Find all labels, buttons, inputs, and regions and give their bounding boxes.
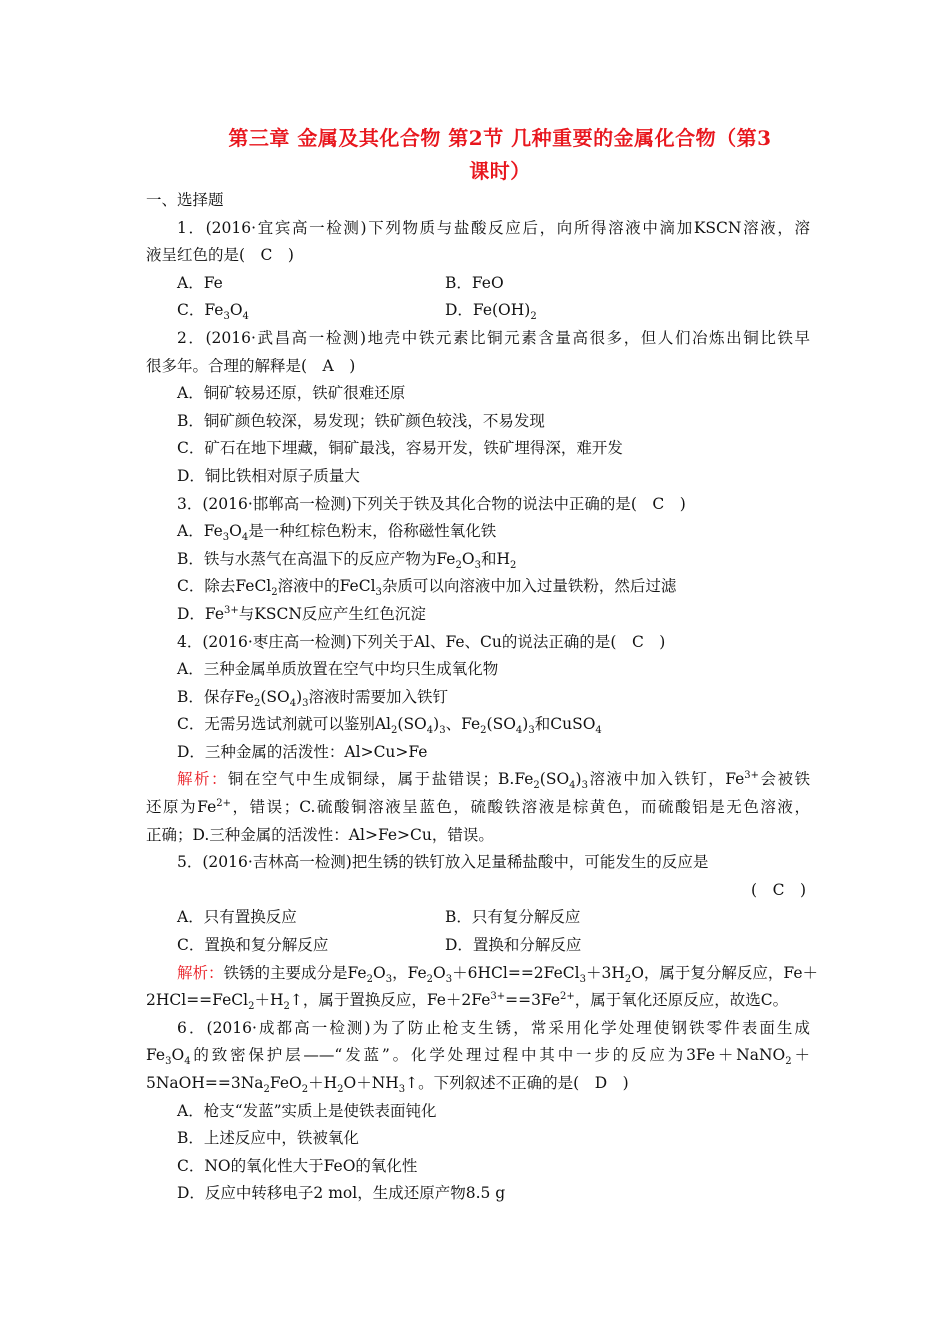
option-c: C．$Fe_3O_4$ bbox=[177, 301, 249, 323]
option-b: B．上述反应中，铁被氧化 bbox=[177, 1129, 359, 1148]
question-1-line-1: 1．(2016·宜宾高一检测)下列物质与盐酸反应后，向所得溶液中滴加KSCN溶液，溶 bbox=[177, 218, 810, 237]
section-heading: 一、选择题 bbox=[146, 191, 224, 209]
option-d: D．$Fe(OH)_2$ bbox=[445, 301, 537, 323]
option-c: C．无需另选试剂就可以鉴别$Al_2(SO_4)_3$、$Fe_2(SO_4)_3$和CuSO$_4$ bbox=[177, 715, 602, 737]
option-d: D．三种金属的活泼性：Al>Cu>Fe bbox=[177, 742, 428, 761]
option-d: D．铜比铁相对原子质量大 bbox=[177, 466, 360, 485]
question-2-line-2: 很多年。合理的解释是( A ) bbox=[146, 356, 356, 375]
option-c: C．矿石在地下埋藏，铜矿最浅，容易开发，铁矿埋得深，难开发 bbox=[177, 439, 623, 458]
option-a: A．枪支“发蓝”实质上是使铁表面钝化 bbox=[177, 1101, 437, 1120]
question-4-line-1: 4．(2016·枣庄高一检测)下列关于Al、Fe、Cu的说法正确的是( C ) bbox=[177, 632, 666, 651]
option-c: C．除去FeCl$_2$溶液中的FeCl$_3$杂质可以向溶液中加入过量铁粉，然后过滤 bbox=[177, 577, 677, 599]
option-d: D．置换和分解反应 bbox=[445, 936, 582, 955]
option-c: C．置换和复分解反应 bbox=[177, 936, 329, 955]
option-a: A．只有置换反应 bbox=[177, 908, 297, 927]
option-a: A．Fe bbox=[177, 273, 223, 292]
explanation-4-line-2: 还原为$Fe^{2+}$，错误；C.硫酸铜溶液呈蓝色，硫酸铁溶液是棕黄色，而硫酸铝是无色溶液， bbox=[146, 797, 810, 817]
option-a: A．三种金属单质放置在空气中均只生成氧化物 bbox=[177, 660, 499, 679]
explanation-5-line-2: $2HCl==FeCl_2+H_2↑$，属于置换反应，$Fe+2Fe^{3+}==3Fe^{2+}$，属于氧化还原反应，故选C。 bbox=[146, 991, 789, 1013]
title-line-2: 课时） bbox=[469, 159, 531, 183]
question-2-line-1: 2．(2016·武昌高一检测)地壳中铁元素比铜元素含量高很多，但人们冶炼出铜比铁早 bbox=[177, 328, 810, 347]
option-b: B．保存$Fe_2(SO_4)_3$溶液时需要加入铁钉 bbox=[177, 687, 449, 709]
explanation-label: 解析： bbox=[177, 963, 224, 982]
explanation-4-line-1: 解析：铜在空气中生成铜绿，属于盐错误；$B.Fe_2(SO_4)_3$溶液中加入铁钉，$Fe^{3+}$会被铁 bbox=[177, 770, 810, 792]
question-5-options-cd bbox=[146, 932, 810, 960]
option-a: A．$Fe_3O_4$是一种红棕色粉末，俗称磁性氧化铁 bbox=[177, 522, 497, 544]
option-c: C．NO的氧化性大于FeO的氧化性 bbox=[177, 1156, 418, 1175]
question-1-line-2: 液呈红色的是( C ) bbox=[146, 246, 294, 265]
document-title bbox=[140, 122, 860, 188]
option-b: B．只有复分解反应 bbox=[445, 908, 581, 927]
question-5-line-1: 5．(2016·吉林高一检测)把生锈的铁钉放入足量稀盐酸中，可能发生的反应是 bbox=[177, 853, 709, 872]
question-5-options-ab bbox=[146, 904, 810, 932]
explanation-label: 解析： bbox=[177, 770, 228, 789]
explanation-4-line-3: 正确；D.三种金属的活泼性：Al>Fe>Cu，错误。 bbox=[146, 825, 494, 844]
question-6-line-1: 6．(2016·成都高一检测)为了防止枪支生锈，常采用化学处理使钢铁零件表面生成 bbox=[177, 1018, 810, 1037]
option-a: A．铜矿较易还原，铁矿很难还原 bbox=[177, 384, 406, 403]
option-b: B．铜矿颜色较深，易发现；铁矿颜色较浅，不易发现 bbox=[177, 411, 545, 430]
question-1-options-ab bbox=[146, 270, 810, 298]
option-d: D．$Fe^{3+}$与KSCN反应产生红色沉淀 bbox=[177, 604, 426, 623]
document-body bbox=[146, 187, 819, 1208]
title-line-1: 第三章 金属及其化合物 第2节 几种重要的金属化合物（第3 bbox=[228, 126, 772, 150]
option-b: B．铁与水蒸气在高温下的反应产物为$Fe_2O_3$和$H_2$ bbox=[177, 549, 517, 571]
question-3-line-1: 3．(2016·邯郸高一检测)下列关于铁及其化合物的说法中正确的是( C ) bbox=[177, 494, 686, 513]
question-5-answer: ( C ) bbox=[751, 880, 806, 899]
question-6-line-2: $Fe_3O_4$的致密保护层——“发蓝”。化学处理过程中其中一步的反应为3Fe＋NaNO$_2$＋ bbox=[146, 1046, 810, 1068]
question-1-options-cd bbox=[146, 297, 810, 325]
explanation-5-line-1: 解析：铁锈的主要成分是$Fe_2O_3$，$Fe_2O_3+6HCl==2FeCl_3+3H_2O$，属于复分解反应，Fe＋ bbox=[177, 963, 819, 985]
question-6-line-3: $5NaOH==3Na_2FeO_2+H_2O+NH_3↑$。下列叙述不正确的是( D ) bbox=[146, 1074, 629, 1096]
option-b: B．FeO bbox=[445, 273, 504, 292]
option-d: D．反应中转移电子2 mol，生成还原产物8.5 g bbox=[177, 1184, 506, 1203]
